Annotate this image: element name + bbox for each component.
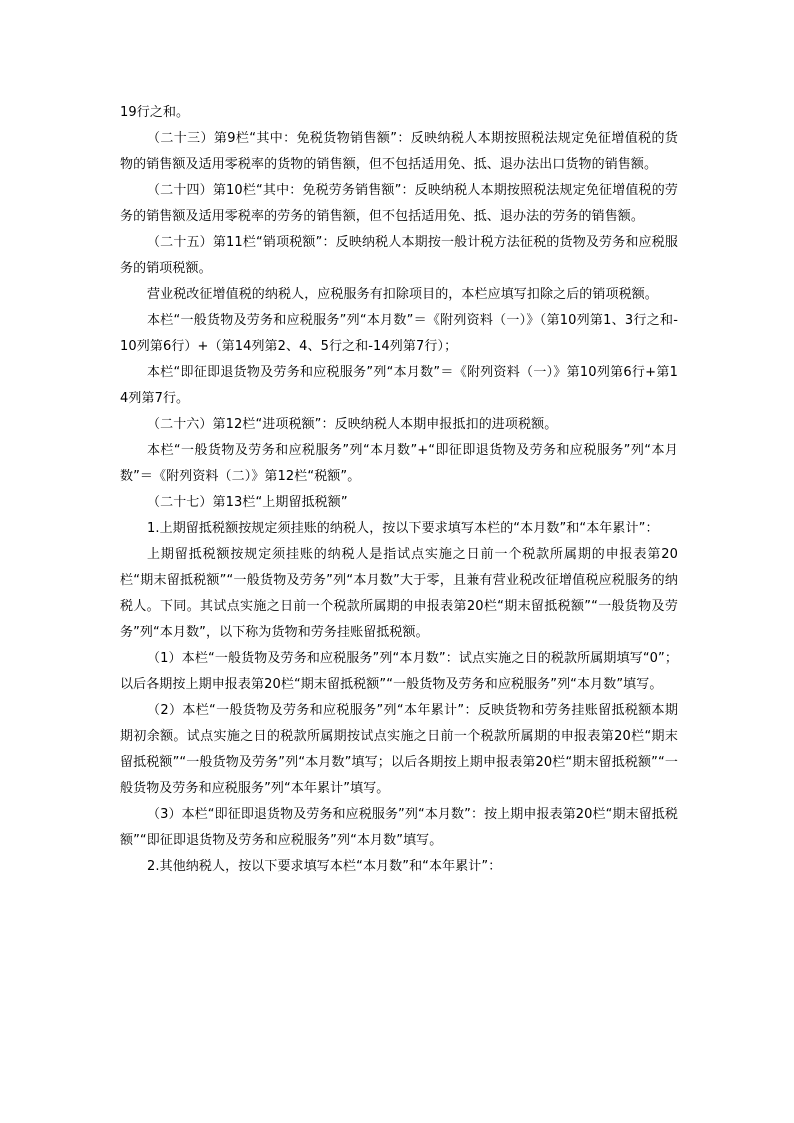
paragraph: （二十五）第11栏“销项税额”：反映纳税人本期按一般计税方法征税的货物及劳务和应税服务的销项税额。 <box>120 235 678 276</box>
paragraph: 本栏“一般货物及劳务和应税服务”列“本月数”+“即征即退货物及劳务和应税服务”列“本月数”＝《附列资料（二）》第12栏“税额”。 <box>120 443 678 484</box>
paragraph: 19行之和。 <box>120 105 190 120</box>
paragraph: （二十六）第12栏“进项税额”：反映纳税人本期申报抵扣的进项税额。 <box>147 417 558 432</box>
paragraph: 上期留抵税额按规定须挂账的纳税人是指试点实施之日前一个税款所属期的申报表第20栏“期末留抵税额”“一般货物及劳务”列“本月数”大于零，且兼有营业税改征增值税应税服务的纳税人。下同。其试点实施之日前一个税款所属期的申报表第20栏“期末留抵税额”“一般货物及劳务”列“本月数”，以下称为货物和劳务挂账留抵税额。 <box>120 547 678 640</box>
paragraph: （二十三）第9栏“其中：免税货物销售额”：反映纳税人本期按照税法规定免征增值税的货物的销售额及适用零税率的货物的销售额，但不包括适用免、抵、退办法出口货物的销售额。 <box>120 131 678 172</box>
document-page <box>120 100 678 880</box>
paragraph: （3）本栏“即征即退货物及劳务和应税服务”列“本月数”：按上期申报表第20栏“期末留抵税额”“即征即退货物及劳务和应税服务”列“本月数”填写。 <box>120 807 678 848</box>
paragraph: （二十七）第13栏“上期留抵税额” <box>147 495 348 510</box>
paragraph: 营业税改征增值税的纳税人，应税服务有扣除项目的，本栏应填写扣除之后的销项税额。 <box>147 287 658 302</box>
paragraph: 本栏“即征即退货物及劳务和应税服务”列“本月数”＝《附列资料（一）》第10列第6行+第14列第7行。 <box>120 365 678 406</box>
paragraph: 1.上期留抵税额按规定须挂账的纳税人，按以下要求填写本栏的“本月数”和“本年累计”： <box>147 521 659 536</box>
paragraph: （二十四）第10栏“其中：免税劳务销售额”：反映纳税人本期按照税法规定免征增值税的劳务的销售额及适用零税率的劳务的销售额，但不包括适用免、抵、退办法的劳务的销售额。 <box>120 183 678 224</box>
paragraph: 2.其他纳税人，按以下要求填写本栏“本月数”和“本年累计”： <box>147 859 502 874</box>
paragraph: （1）本栏“一般货物及劳务和应税服务”列“本月数”：试点实施之日的税款所属期填写“0”；以后各期按上期申报表第20栏“期末留抵税额”“一般货物及劳务和应税服务”列“本月数”填写。 <box>120 651 678 692</box>
paragraph: （2）本栏“一般货物及劳务和应税服务”列“本年累计”：反映货物和劳务挂账留抵税额本期期初余额。试点实施之日的税款所属期按试点实施之日前一个税款所属期的申报表第20栏“期末留抵税额”“一般货物及劳务”列“本月数”填写；以后各期按上期申报表第20栏“期末留抵税额”“一般货物及劳务和应税服务”列“本年累计”填写。 <box>120 703 678 796</box>
paragraph: 本栏“一般货物及劳务和应税服务”列“本月数”＝《附列资料（一）》（第10列第1、3行之和-10列第6行）+（第14列第2、4、5行之和-14列第7行）； <box>120 313 678 354</box>
